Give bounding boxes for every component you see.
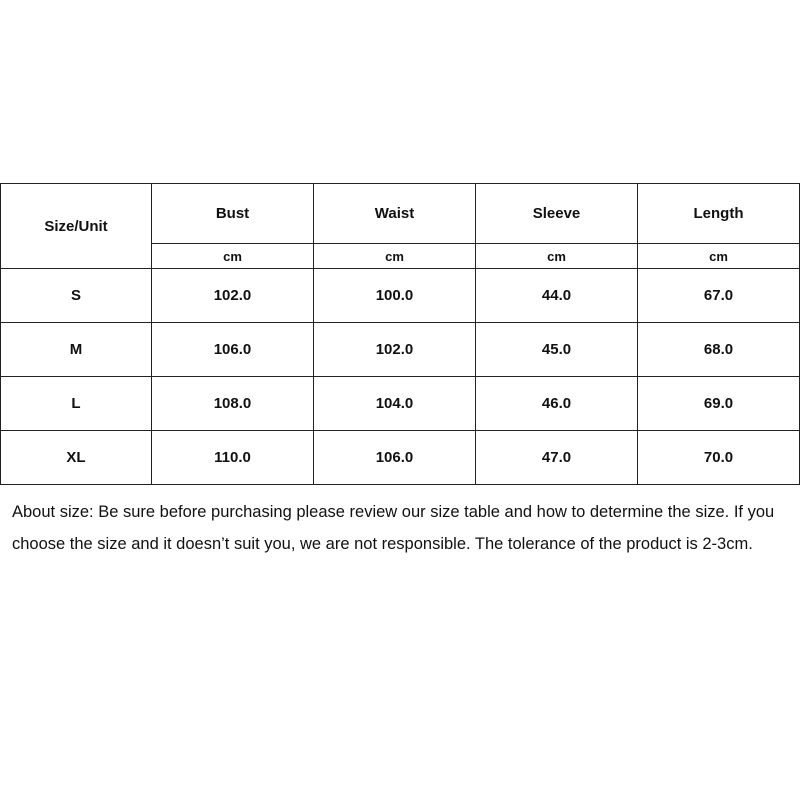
- table-row: [1, 431, 800, 485]
- table-cell: 47.0: [476, 431, 638, 485]
- table-cell: 70.0: [638, 431, 800, 485]
- size-label: S: [1, 269, 152, 323]
- unit-cell: cm: [638, 244, 800, 269]
- size-label: XL: [1, 431, 152, 485]
- column-header-length: Length: [638, 184, 800, 244]
- table-header-row: [1, 184, 800, 244]
- table-row: [1, 323, 800, 377]
- table-cell: 102.0: [152, 269, 314, 323]
- unit-cell: cm: [314, 244, 476, 269]
- table-cell: 68.0: [638, 323, 800, 377]
- column-header-bust: Bust: [152, 184, 314, 244]
- table-cell: 106.0: [314, 431, 476, 485]
- table-cell: 46.0: [476, 377, 638, 431]
- column-header-sleeve: Sleeve: [476, 184, 638, 244]
- table-cell: 67.0: [638, 269, 800, 323]
- table-cell: 106.0: [152, 323, 314, 377]
- size-table: [0, 183, 800, 485]
- unit-cell: cm: [152, 244, 314, 269]
- table-cell: 104.0: [314, 377, 476, 431]
- table-cell: 44.0: [476, 269, 638, 323]
- table-cell: 45.0: [476, 323, 638, 377]
- size-label: L: [1, 377, 152, 431]
- table-cell: 69.0: [638, 377, 800, 431]
- table-cell: 110.0: [152, 431, 314, 485]
- column-header-waist: Waist: [314, 184, 476, 244]
- size-unit-header: Size/Unit: [1, 184, 152, 269]
- unit-cell: cm: [476, 244, 638, 269]
- size-label: M: [1, 323, 152, 377]
- table-cell: 102.0: [314, 323, 476, 377]
- table-cell: 108.0: [152, 377, 314, 431]
- table-row: [1, 269, 800, 323]
- table-row: [1, 377, 800, 431]
- size-note: About size: Be sure before purchasing please review our size table and how to determine the size. If you choose the size and it doesn’t suit you, we are not responsible. The tolerance of the product is 2-3cm.: [12, 503, 775, 553]
- table-cell: 100.0: [314, 269, 476, 323]
